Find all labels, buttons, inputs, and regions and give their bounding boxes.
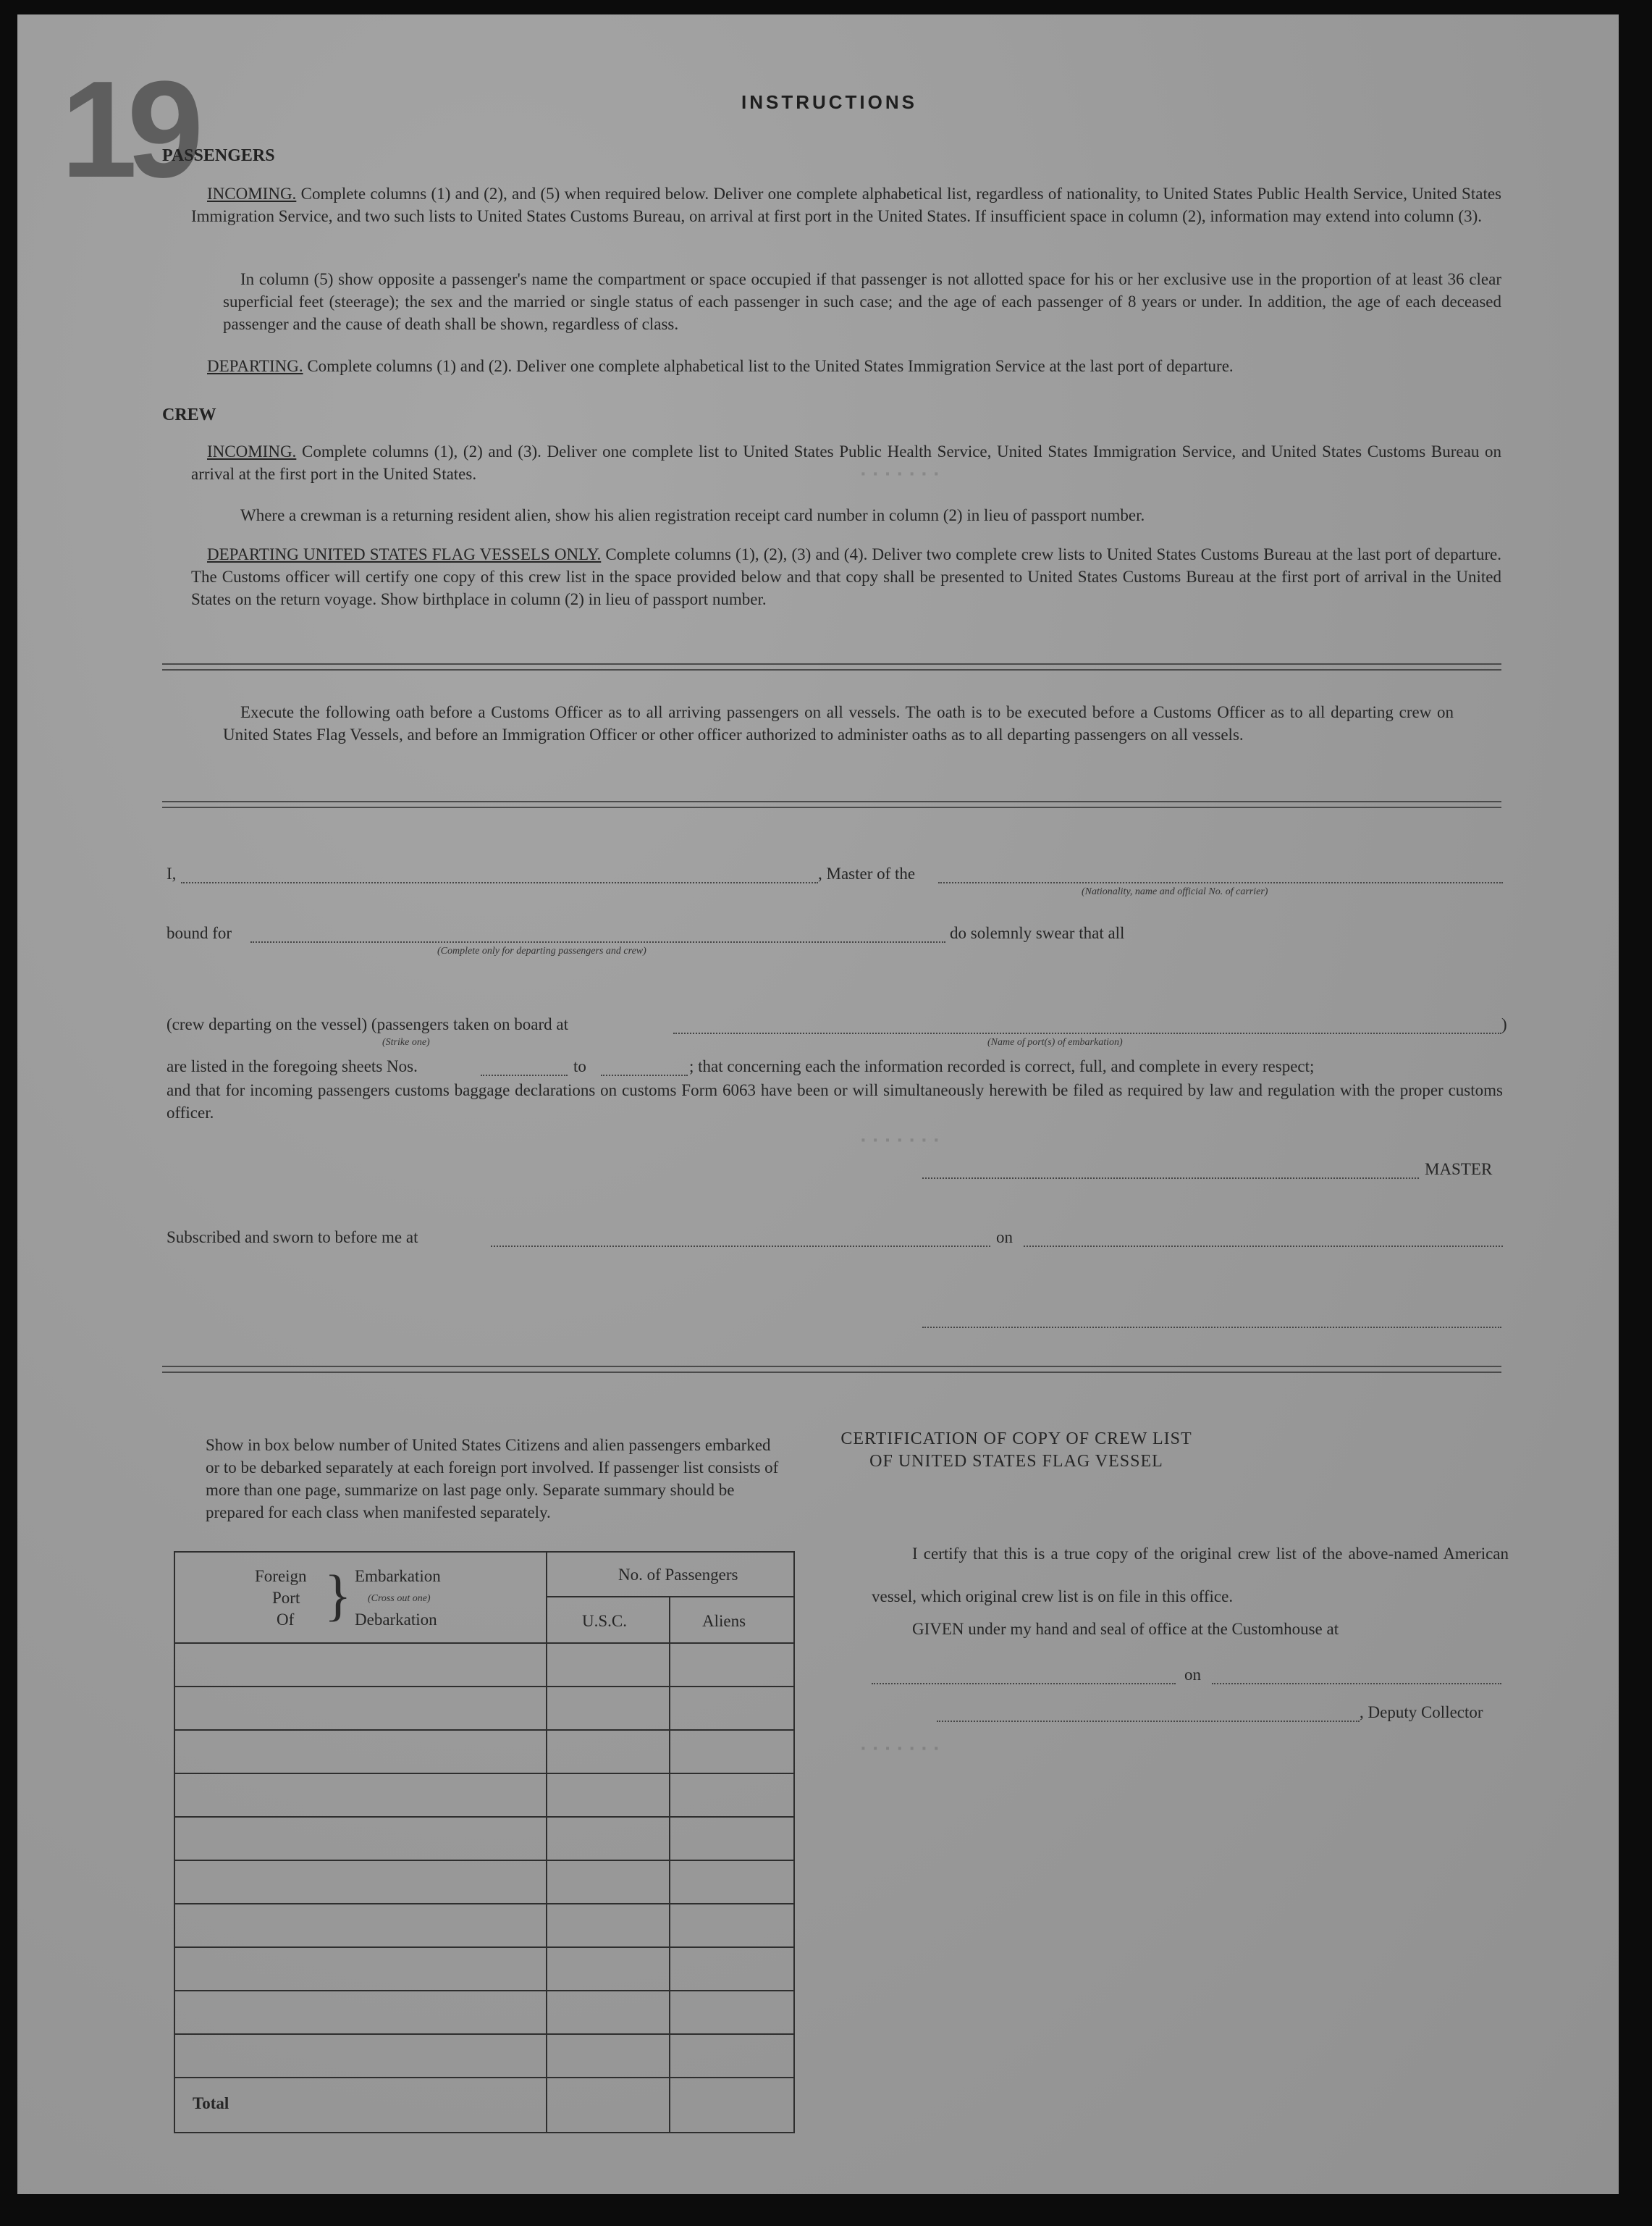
crew-departing xyxy=(191,543,1501,610)
passengers-column5: In column (5) show opposite a passenger's name the compartment or space occupied if that passenger is not allotted space for his or her exclusive use in the proportion of at least 36 clear superficial feet (steerage); the sex and the married or single status of each passenger in such case; and the age of each passenger of 8 years or under. In addition, the age of each deceased passenger and the cause of death shall be shown, regardless of class. xyxy=(223,270,1501,333)
given-text: GIVEN under my hand and seal of office at the Customhouse at xyxy=(912,1620,1339,1638)
bound-for-label: bound for xyxy=(167,924,232,942)
listed-to: to xyxy=(573,1057,586,1075)
divider xyxy=(162,663,1501,665)
aliens-header: Aliens xyxy=(702,1612,746,1630)
departing-text: Complete columns (1) and (2). Deliver one complete alphabetical list to the United States Immigration Service at the last port of departure. xyxy=(303,357,1234,375)
passengers-incoming xyxy=(191,182,1501,227)
subscribed-on-label: on xyxy=(996,1228,1013,1246)
crew-departing-text: Complete columns (1), (2), (3) and (4). Deliver two complete crew lists to United States Customs Bureau at the last port of departure. The Customs officer will certify one copy of this crew list in the space provided below and that copy shall be presented to United States Customs Bureau at the first port of arrival in the United States on the return voyage. Show birthplace in column (2) in lieu of passport number. xyxy=(191,545,1502,608)
of-label: Of xyxy=(277,1610,295,1629)
strike-one-note: (Strike one) xyxy=(382,1037,430,1048)
certification-title xyxy=(828,1428,1205,1473)
cert-on-label: on xyxy=(1184,1666,1201,1684)
crew-departing-label: DEPARTING UNITED STATES FLAG VESSELS ONLY. xyxy=(207,545,602,563)
incoming-text: Complete columns (1) and (2), and (5) when required below. Deliver one complete alphabetical list, regardless of nationality, to United States Public Health Service, United States Immigration Service, and two such lists to United States Customs Bureau, on arrival at first port in the United States. If insufficient space in column (2), information may extend into column (3). xyxy=(191,185,1501,225)
port-note: (Name of port(s) of embarkation) xyxy=(987,1037,1123,1048)
embarkation-port-line[interactable] xyxy=(673,1033,1501,1034)
carrier-line[interactable] xyxy=(938,882,1503,883)
document-sheet xyxy=(17,14,1619,2194)
oath-i-label: I, xyxy=(167,865,177,883)
crew-incoming-text: Complete columns (1), (2) and (3). Deliver one complete list to United States Public Health Service, United States Immigration Service, and United States Customs Bureau on arrival at the first port in the United States. xyxy=(191,442,1501,483)
passenger-summary-table xyxy=(174,1551,795,2133)
certify-text: I certify that this is a true copy of the original crew list of the above-named American vessel, which original crew list is on file in this office. xyxy=(872,1545,1509,1605)
divider xyxy=(162,1366,1501,1367)
sheet-from-line[interactable] xyxy=(481,1075,568,1076)
officer-signature-line[interactable] xyxy=(922,1327,1501,1328)
oath-intro: Execute the following oath before a Customs Officer as to all arriving passengers on all vessels. The oath is to be executed before a Customs Officer as to all departing crew on United States Flag Vessels, and before an Immigration Officer or other officer authorized to administer oaths as to all departing passengers on all vessels. xyxy=(223,703,1454,744)
passengers-departing xyxy=(191,355,1501,377)
debarkation-label: Debarkation xyxy=(355,1610,437,1629)
deputy-collector-label: , Deputy Collector xyxy=(1360,1703,1483,1721)
divider xyxy=(162,801,1501,802)
certification-title-line1: CERTIFICATION OF COPY OF CREW LIST xyxy=(840,1429,1192,1448)
nationality-note: (Nationality, name and official No. of carrier) xyxy=(1082,886,1268,897)
crew-passengers-label: (crew departing on the vessel) (passengers taken on board at xyxy=(167,1015,568,1033)
crew-crewman: Where a crewman is a returning resident alien, show his alien registration receipt card number in column (2) in lieu of passport number. xyxy=(240,506,1145,524)
no-of-passengers-header: No. of Passengers xyxy=(618,1566,738,1584)
certification-title-line2: OF UNITED STATES FLAG VESSEL xyxy=(869,1452,1163,1471)
listed-text2: and that for incoming passengers customs baggage declarations on customs Form 6063 have been or will simultaneously herewith be filed as required by law and regulation with the proper customs officer. xyxy=(167,1081,1503,1122)
bleed-through: ······· xyxy=(857,463,943,486)
crew-incoming xyxy=(191,440,1501,485)
total-label: Total xyxy=(193,2094,229,2112)
bleed-through: ······· xyxy=(857,1738,943,1760)
summary-instructions: Show in box below number of United States Citizens and alien passengers embarked or to be debarked separately at each foreign port involved. If passenger list consists of more than one page, summarize on last page only. Separate summary should be prepared for each class when manifested separately. xyxy=(206,1436,779,1521)
bound-for-line[interactable] xyxy=(250,941,945,943)
bleed-through: ······· xyxy=(857,1130,943,1152)
foreign-label: Foreign xyxy=(255,1567,307,1585)
cert-date-line[interactable] xyxy=(1212,1683,1501,1684)
subscribed-place-line[interactable] xyxy=(491,1246,990,1247)
page-number: 19 xyxy=(61,53,194,206)
cross-out-note: (Cross out one) xyxy=(368,1593,431,1604)
port-label: Port xyxy=(272,1589,300,1607)
customhouse-line[interactable] xyxy=(872,1683,1176,1684)
sheet-to-line[interactable] xyxy=(601,1075,688,1076)
deputy-signature-line[interactable] xyxy=(937,1721,1360,1722)
brace-icon: } xyxy=(324,1563,352,1626)
crew-incoming-label: INCOMING. xyxy=(207,442,297,461)
page-title: INSTRUCTIONS xyxy=(741,91,917,113)
crew-heading: CREW xyxy=(162,406,216,424)
incoming-label: INCOMING. xyxy=(207,185,297,203)
listed-rest: ; that concerning each the information recorded is correct, full, and complete in every respect; xyxy=(689,1057,1315,1075)
subscribed-label: Subscribed and sworn to before me at xyxy=(167,1228,418,1246)
usc-header: U.S.C. xyxy=(582,1612,627,1630)
passengers-heading: PASSENGERS xyxy=(162,146,275,165)
departing-label: DEPARTING. xyxy=(207,357,303,375)
listed-start: are listed in the foregoing sheets Nos. xyxy=(167,1057,418,1075)
subscribed-date-line[interactable] xyxy=(1024,1246,1503,1247)
divider xyxy=(162,1372,1501,1373)
master-label: MASTER xyxy=(1425,1160,1493,1178)
master-name-line[interactable] xyxy=(181,882,818,883)
close-paren: ) xyxy=(1501,1015,1507,1033)
divider xyxy=(162,669,1501,671)
swear-text: do solemnly swear that all xyxy=(950,924,1125,942)
master-signature-line[interactable] xyxy=(922,1177,1419,1179)
master-of-the-label: , Master of the xyxy=(818,865,916,883)
divider xyxy=(162,807,1501,808)
embarkation-label: Embarkation xyxy=(355,1567,441,1585)
bound-note: (Complete only for departing passengers and crew) xyxy=(437,946,646,957)
